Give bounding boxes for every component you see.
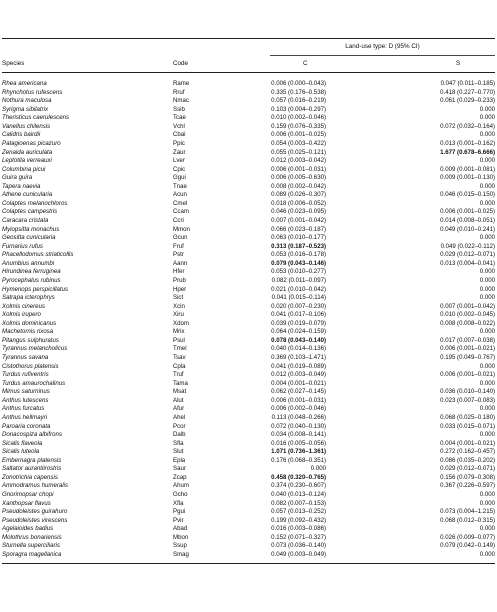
c-value-cell: 1.071 (0.736–1.361) [271, 448, 326, 456]
code-cell: Xiru [173, 311, 184, 319]
c-value-cell: 0.374 (0.230–0.607) [271, 482, 326, 490]
table-row [0, 97, 497, 106]
s-value-cell: 0.023 (0.007–0.083) [440, 396, 495, 404]
c-value-cell: 0.079 (0.043–0.146) [271, 259, 326, 267]
s-value-cell: 0.000 [479, 268, 495, 276]
s-value-cell: 0.079 (0.042–0.149) [440, 542, 495, 550]
code-cell: Lver [173, 157, 185, 165]
s-value-cell: 0.072 (0.032–0.164) [440, 122, 495, 130]
table-row [0, 474, 497, 483]
table-row [0, 106, 497, 115]
table-row [0, 260, 497, 269]
c-value-cell: 0.016 (0.005–0.056) [271, 439, 326, 447]
s-value-cell: 0.000 [479, 525, 495, 533]
s-value-cell: 0.029 (0.012–0.071) [440, 251, 495, 259]
code-cell: Mbon [173, 533, 189, 541]
table-row [0, 405, 497, 414]
table-row [0, 234, 497, 243]
code-cell: Aann [173, 259, 188, 267]
species-cell: Tyrannus savana [2, 354, 49, 361]
code-cell: Zaur [173, 148, 186, 156]
table-row [0, 491, 497, 500]
c-value-cell: 0.006 (0.001–0.025) [271, 131, 326, 139]
c-value-cell: 0.066 (0.023–0.187) [271, 225, 326, 233]
table-row [0, 525, 497, 534]
c-value-cell: 0.006 (0.001–0.031) [271, 165, 326, 173]
code-cell: Sfla [173, 439, 184, 447]
code-cell: Tsav [173, 354, 186, 361]
s-value-cell: 0.068 (0.012–0.315) [440, 516, 495, 524]
code-cell: Gcho [173, 491, 188, 498]
s-column-header: S [456, 60, 461, 67]
species-cell: Anthus lutescens [2, 396, 49, 404]
table-row [0, 226, 497, 235]
c-value-cell: 0.039 (0.019–0.079) [271, 319, 326, 327]
c-value-cell: 0.049 (0.003–0.049) [271, 550, 326, 558]
species-cell: Guira guira [2, 174, 33, 182]
species-cell: Phacellodomus striaticollis [2, 251, 74, 259]
s-value-cell: 0.047 (0.011–0.185) [440, 80, 495, 87]
species-cell: Mimus saturninus [2, 388, 50, 396]
s-value-cell: 0.006 (0.001–0.021) [440, 371, 495, 379]
species-cell: Sturnella superciliaris [2, 542, 60, 550]
species-cell: Colaptes melanochloros [2, 199, 68, 207]
species-cell: Rhea americana [2, 80, 47, 87]
code-column-header: Code [173, 60, 189, 67]
code-cell: Acun [173, 191, 187, 199]
code-cell: Zcap [173, 473, 187, 481]
group-header-rule [270, 55, 495, 56]
table-row [0, 508, 497, 517]
code-cell: Hper [173, 285, 187, 293]
table-row [0, 166, 497, 175]
table-row [0, 294, 497, 303]
code-cell: Cpla [173, 362, 186, 370]
c-value-cell: 0.034 (0.008–0.141) [271, 431, 326, 439]
species-cell: Anthus hellmayri [2, 413, 48, 421]
s-value-cell: 0.000 [479, 431, 495, 439]
c-value-cell: 0.055 (0.025–0.121) [271, 148, 326, 156]
species-cell: Saltator aurantiirostris [2, 465, 62, 473]
c-value-cell: 0.064 (0.024–0.159) [271, 328, 326, 336]
species-cell: Sicalis flaveola [2, 439, 43, 447]
s-value-cell: 0.000 [479, 234, 495, 242]
species-cell: Paroaria coronata [2, 422, 51, 430]
species-cell: Myiopsitta monachus [2, 225, 60, 233]
species-cell: Pyrocephalus rubinus [2, 276, 61, 284]
top-rule [2, 38, 495, 39]
land-use-group-header: Land-use type: D (95% CI) [345, 43, 420, 50]
table-row [0, 243, 497, 252]
c-value-cell: 0.046 (0.023–0.095) [271, 208, 326, 216]
s-value-cell: 0.000 [479, 328, 495, 336]
c-value-cell: 0.041 (0.019–0.089) [271, 362, 326, 370]
s-value-cell: 0.000 [479, 362, 495, 370]
species-cell: Calidris bairdii [2, 131, 41, 139]
species-cell: Pseudoleistes guirahuro [2, 508, 68, 516]
species-cell: Theristicus caerulescens [2, 114, 70, 122]
code-cell: Ssup [173, 542, 187, 550]
table-row [0, 277, 497, 286]
code-cell: Ccam [173, 208, 189, 216]
code-cell: Tmel [173, 345, 187, 353]
code-cell: Pvir [173, 516, 184, 524]
species-cell: Caracara cristata [2, 217, 49, 224]
c-value-cell: 0.012 (0.003–0.042) [271, 157, 326, 165]
table-row [0, 200, 497, 209]
table-row [0, 89, 497, 98]
species-cell: Turdus amaurochalinus [2, 379, 66, 387]
code-cell: Dalb [173, 431, 186, 439]
c-value-cell: 0.057 (0.013–0.252) [271, 508, 326, 516]
s-value-cell: 0.049 (0.010–0.241) [440, 225, 495, 233]
table-row [0, 149, 497, 158]
code-cell: Smag [173, 550, 189, 558]
c-column-header: C [303, 60, 308, 67]
s-value-cell: 0.000 [479, 105, 495, 113]
s-value-cell: 0.000 [479, 379, 495, 387]
c-value-cell: 0.313 (0.187–0.523) [271, 242, 326, 250]
table-row [0, 380, 497, 389]
code-cell: Pgui [173, 508, 186, 516]
code-cell: Epla [173, 456, 186, 464]
species-cell: Machetornis rixosa [2, 328, 54, 336]
species-cell: Anthus furcatus [2, 405, 45, 413]
species-cell: Gnorimopsar chopi [2, 491, 54, 498]
code-cell: Tnae [173, 182, 187, 190]
code-cell: Mrix [173, 328, 185, 336]
species-cell: Ammodramus humeralis [2, 482, 69, 490]
species-cell: Tapera naevia [2, 182, 41, 190]
c-value-cell: 0.335 (0.176–0.538) [271, 88, 326, 96]
table-row [0, 303, 497, 312]
table-row [0, 157, 497, 166]
c-value-cell: 0.053 (0.010–0.277) [271, 268, 326, 276]
code-cell: Fruf [173, 242, 184, 250]
species-cell: Tyrannus melancholicus [2, 345, 68, 353]
species-cell: Vanellus chilensis [2, 122, 51, 130]
table-row [0, 320, 497, 329]
s-value-cell: 0.367 (0.226–0.597) [440, 482, 495, 490]
table-row [0, 114, 497, 123]
table-row [0, 191, 497, 200]
s-value-cell: 0.000 [479, 405, 495, 413]
species-cell: Leptotila verreauxi [2, 157, 52, 165]
table-row [0, 337, 497, 346]
table-row [0, 208, 497, 217]
s-value-cell: 0.195 (0.049–0.767) [440, 354, 495, 361]
s-value-cell: 0.009 (0.001–0.130) [440, 174, 495, 182]
species-cell: Hymenops perspicillatus [2, 285, 69, 293]
species-cell: Xolmis dominicanus [2, 319, 57, 327]
c-value-cell: 0.176 (0.068–0.351) [271, 456, 326, 464]
c-value-cell: 0.041 (0.015–0.114) [271, 294, 326, 302]
table-row [0, 500, 497, 509]
code-cell: Pcor [173, 422, 186, 430]
s-value-cell: 0.000 [479, 491, 495, 498]
s-value-cell: 0.013 (0.001–0.162) [440, 139, 495, 147]
s-value-cell: 0.013 (0.004–0.041) [440, 259, 495, 267]
c-value-cell: 0.016 (0.003–0.086) [271, 525, 326, 533]
table-row [0, 482, 497, 491]
code-cell: Afur [173, 405, 185, 413]
s-value-cell: 0.000 [479, 157, 495, 165]
code-cell: Ppic [173, 139, 185, 147]
s-value-cell: 0.061 (0.029–0.233) [440, 97, 495, 105]
code-cell: Ahum [173, 482, 189, 490]
species-cell: Rhynchotus rufescens [2, 88, 63, 96]
code-cell: Rruf [173, 88, 185, 96]
species-cell: Syrigma sibilatrix [2, 105, 49, 113]
species-cell: Furnarius rufus [2, 242, 43, 250]
c-value-cell: 0.078 (0.043–0.140) [271, 336, 326, 344]
code-cell: Mmon [173, 225, 190, 233]
s-value-cell: 0.049 (0.022–0.112) [440, 242, 495, 250]
code-cell: Xdom [173, 319, 189, 327]
species-cell: Sicalis luteola [2, 448, 40, 456]
code-cell: Truf [173, 371, 184, 379]
s-value-cell: 0.000 [479, 199, 495, 207]
s-value-cell: 0.014 (0.008–0.051) [440, 217, 495, 224]
table-row [0, 431, 497, 440]
code-cell: Rame [173, 80, 190, 87]
table-body [0, 80, 497, 560]
code-cell: Xcin [173, 302, 185, 310]
s-value-cell: 0.418 (0.227–0.770) [440, 88, 495, 96]
c-value-cell: 0.040 (0.014–0.136) [271, 345, 326, 353]
table-row [0, 268, 497, 277]
code-cell: Tama [173, 379, 188, 387]
c-value-cell: 0.000 [310, 465, 326, 473]
s-value-cell: 0.008 (0.008–0.022) [440, 319, 495, 327]
table-row [0, 388, 497, 397]
code-cell: Ccri [173, 217, 184, 224]
species-cell: Turdus rufiventris [2, 371, 49, 379]
s-value-cell: 0.033 (0.015–0.071) [440, 422, 495, 430]
code-cell: Sict [173, 294, 184, 302]
c-value-cell: 0.054 (0.003–0.422) [271, 139, 326, 147]
c-value-cell: 0.072 (0.040–0.130) [271, 422, 326, 430]
s-value-cell: 0.006 (0.001–0.021) [440, 345, 495, 353]
species-cell: Zenaida auriculata [2, 148, 53, 156]
species-cell: Cistothorus platensis [2, 362, 59, 370]
s-value-cell: 0.000 [479, 294, 495, 302]
table-row [0, 183, 497, 192]
table-row [0, 354, 497, 363]
c-value-cell: 0.082 (0.007–0.153) [271, 499, 326, 507]
c-value-cell: 0.057 (0.016–0.219) [271, 97, 326, 105]
s-value-cell: 0.073 (0.004–1.215) [440, 508, 495, 516]
c-value-cell: 0.152 (0.071–0.327) [271, 533, 326, 541]
s-value-cell: 0.086 (0.035–0.202) [440, 456, 495, 464]
species-cell: Hirundinea ferruginea [2, 268, 61, 276]
code-cell: Slut [173, 448, 184, 456]
species-cell: Colaptes campestris [2, 208, 58, 216]
c-value-cell: 0.063 (0.010–0.177) [271, 234, 326, 242]
c-value-cell: 0.008 (0.002–0.042) [271, 182, 326, 190]
species-cell: Xanthopsar flavus [2, 499, 51, 507]
table-row [0, 286, 497, 295]
s-value-cell: 0.004 (0.001–0.021) [440, 439, 495, 447]
species-cell: Xolmis cinereus [2, 302, 46, 310]
species-cell: Embernagra platensis [2, 456, 62, 464]
c-value-cell: 0.006 (0.005–0.630) [271, 174, 326, 182]
table-row [0, 371, 497, 380]
species-cell: Pseudoleistes virescens [2, 516, 68, 524]
s-value-cell: 0.156 (0.079–0.308) [440, 473, 495, 481]
c-value-cell: 0.073 (0.036–0.140) [271, 542, 326, 550]
table-row [0, 397, 497, 406]
c-value-cell: 0.006 (0.000–0.043) [271, 80, 326, 87]
table-row [0, 345, 497, 354]
table-row [0, 174, 497, 183]
table-row [0, 448, 497, 457]
c-value-cell: 0.113 (0.048–0.266) [271, 413, 326, 421]
c-value-cell: 0.458 (0.320–0.765) [271, 473, 326, 481]
s-value-cell: 0.009 (0.001–0.081) [440, 165, 495, 173]
s-value-cell: 0.000 [479, 276, 495, 284]
table-row [0, 251, 497, 260]
table-row [0, 311, 497, 320]
code-cell: Tcae [173, 114, 186, 122]
header-rule [2, 72, 495, 73]
code-cell: Cmel [173, 199, 188, 207]
code-cell: Msat [173, 388, 187, 396]
table-row [0, 140, 497, 149]
c-value-cell: 0.062 (0.027–0.145) [271, 388, 326, 396]
c-value-cell: 0.020 (0.007–0.230) [271, 302, 326, 310]
c-value-cell: 0.199 (0.092–0.432) [271, 516, 326, 524]
species-cell: Agelaioides badius [2, 525, 54, 533]
c-value-cell: 0.103 (0.004–0.297) [271, 105, 326, 113]
species-cell: Donacospiza albifrons [2, 431, 62, 439]
table-row [0, 328, 497, 337]
table-row [0, 440, 497, 449]
table-row [0, 551, 497, 560]
s-value-cell: 0.000 [479, 182, 495, 190]
table-row [0, 534, 497, 543]
table-row [0, 414, 497, 423]
code-cell: Cbai [173, 131, 186, 139]
c-value-cell: 0.082 (0.011–0.097) [271, 276, 326, 284]
species-cell: Nothura maculosa [2, 97, 52, 105]
species-cell: Sporagra magellanica [2, 550, 62, 558]
c-value-cell: 0.018 (0.006–0.052) [271, 199, 326, 207]
code-cell: Vchl [173, 122, 185, 130]
s-value-cell: 0.068 (0.025–0.180) [440, 413, 495, 421]
table-row [0, 131, 497, 140]
s-value-cell: 0.029 (0.012–0.071) [440, 465, 495, 473]
code-cell: Prub [173, 276, 186, 284]
species-cell: Athene cunicularia [2, 191, 53, 199]
code-cell: Ahel [173, 413, 186, 421]
species-cell: Satrapa icterophrys [2, 294, 55, 302]
code-cell: Cpic [173, 165, 186, 173]
s-value-cell: 1.677 (0.678–6.666) [440, 148, 495, 156]
table-row [0, 80, 497, 89]
code-cell: Pstr [173, 251, 184, 259]
c-value-cell: 0.010 (0.002–0.046) [271, 114, 326, 122]
species-cell: Xolmis irupero [2, 311, 41, 319]
species-cell: Patagioenas picazuro [2, 139, 61, 147]
code-cell: Hfer [173, 268, 185, 276]
c-value-cell: 0.041 (0.017–0.106) [271, 311, 326, 319]
c-value-cell: 0.006 (0.002–0.046) [271, 405, 326, 413]
species-column-header: Species [2, 60, 25, 67]
code-cell: Ggui [173, 174, 186, 182]
table-row [0, 457, 497, 466]
c-value-cell: 0.007 (0.001–0.042) [271, 217, 326, 224]
table-row [0, 217, 497, 226]
table-row [0, 123, 497, 132]
s-value-cell: 0.000 [479, 114, 495, 122]
table-row [0, 465, 497, 474]
s-value-cell: 0.272 (0.162–0.457) [440, 448, 495, 456]
c-value-cell: 0.040 (0.013–0.124) [271, 491, 326, 498]
s-value-cell: 0.017 (0.007–0.038) [440, 336, 495, 344]
code-cell: Ssib [173, 105, 185, 113]
c-value-cell: 0.053 (0.016–0.178) [271, 251, 326, 259]
table-row [0, 542, 497, 551]
s-value-cell: 0.046 (0.015–0.150) [440, 191, 495, 199]
species-cell: Columbina picui [2, 165, 46, 173]
code-cell: Abad [173, 525, 188, 533]
s-value-cell: 0.000 [479, 550, 495, 558]
code-cell: Saur [173, 465, 186, 473]
s-value-cell: 0.000 [479, 131, 495, 139]
c-value-cell: 0.021 (0.010–0.042) [271, 285, 326, 293]
s-value-cell: 0.026 (0.009–0.077) [440, 533, 495, 541]
c-value-cell: 0.012 (0.003–0.049) [271, 371, 326, 379]
species-cell: Zonotrichia capensis [2, 473, 58, 481]
c-value-cell: 0.004 (0.001–0.021) [271, 379, 326, 387]
c-value-cell: 0.006 (0.001–0.031) [271, 396, 326, 404]
species-cell: Molothrus bonariensis [2, 533, 62, 541]
s-value-cell: 0.036 (0.010–0.140) [440, 388, 495, 396]
code-cell: Gcun [173, 234, 188, 242]
s-value-cell: 0.007 (0.001–0.042) [440, 302, 495, 310]
code-cell: Psul [173, 336, 185, 344]
c-value-cell: 0.369 (0.103–1.471) [271, 354, 326, 361]
c-value-cell: 0.159 (0.076–0.335) [271, 122, 326, 130]
code-cell: Nmac [173, 97, 189, 105]
code-cell: Xfla [173, 499, 184, 507]
s-value-cell: 0.010 (0.002–0.045) [440, 311, 495, 319]
code-cell: Alut [173, 396, 184, 404]
s-value-cell: 0.000 [479, 285, 495, 293]
table-row [0, 363, 497, 372]
species-cell: Geositta cunicularia [2, 234, 56, 242]
c-value-cell: 0.089 (0.026–0.307) [271, 191, 326, 199]
s-value-cell: 0.006 (0.001–0.025) [440, 208, 495, 216]
bottom-rule [2, 563, 495, 564]
table-row [0, 517, 497, 526]
species-cell: Anumbius annumbi [2, 259, 55, 267]
table-row [0, 423, 497, 432]
s-value-cell: 0.000 [479, 499, 495, 507]
species-cell: Pitangus sulphuratus [2, 336, 59, 344]
